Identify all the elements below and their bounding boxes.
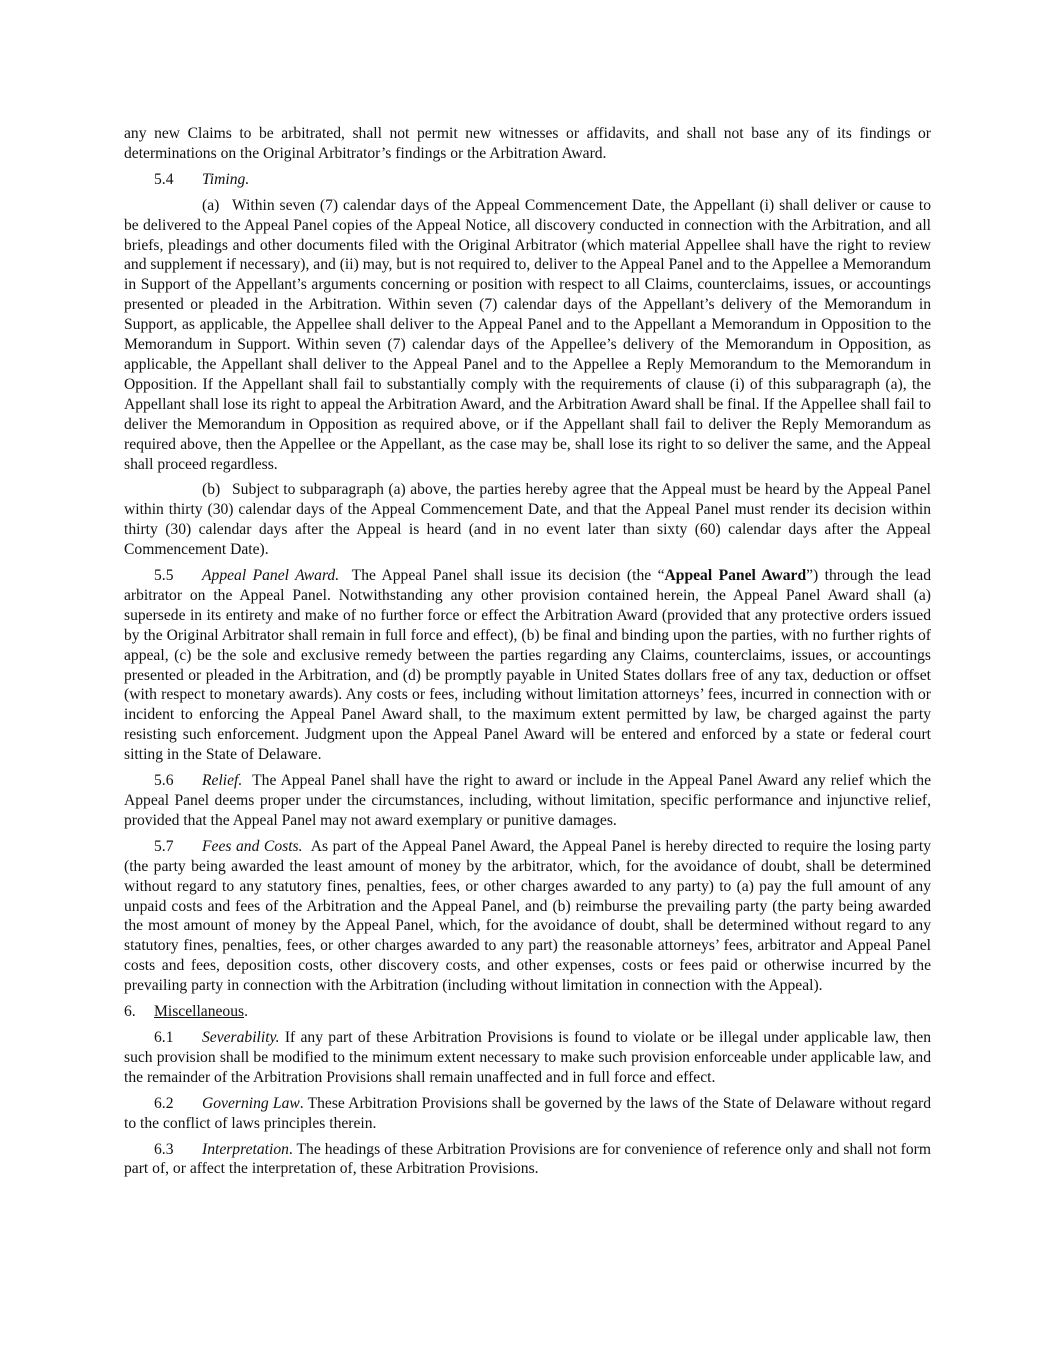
subparagraph-5-4-b <box>124 480 931 560</box>
section-heading: Timing. <box>202 170 250 188</box>
section-5-6 <box>124 771 931 831</box>
section-number: 6.2 <box>154 1094 174 1112</box>
section-number: 5.7 <box>154 837 174 855</box>
section-heading: Governing Law <box>202 1094 300 1112</box>
section-6-3 <box>124 1140 931 1180</box>
subparagraph-text: Within seven (7) calendar days of the Appeal Commencement Date, the Appellant (i) shall deliver or cause to be delivered to the Appeal Panel copies of the Appeal Notice, all discovery conducted in connection with the Arbitration, and all briefs, pleadings and other documents filed with the Original Arbitrator (which material Appellee shall have the right to review and supplement if necessary), and (ii) may, but is not required to, deliver to the Appeal Panel and to the Appellee a Memorandum in Support of the Appellant’s arguments concerning or position with respect to all Claims, counterclaims, issues, or accountings presented or pleaded in the Arbitration. Within seven (7) calendar days of the Appellant’s delivery of the Memorandum in Support, as applicable, the Appellee shall deliver to the Appeal Panel and to the Appellant a Memorandum in Opposition to the Memorandum in Support. Within seven (7) calendar days of the Appellee’s delivery of the Memorandum in Opposition, as applicable, the Appellant shall deliver to the Appeal Panel and to the Appellee a Reply Memorandum to the Memorandum in Opposition. If the Appellant shall fail to substantially comply with the requirements of clause (i) of this subparagraph (a), the Appellant shall lose its right to appeal the Arbitration Award, and the Arbitration Award shall be final. If the Appellee shall fail to deliver the Memorandum in Opposition as required above, or if the Appellant shall fail to deliver the Reply Memorandum as required above, then the Appellee or the Appellant, as the case may be, shall lose its right to so deliver the same, and the Appeal shall proceed regardless. <box>124 196 931 473</box>
section-text: If any part of these Arbitration Provisions is found to violate or be illegal under applicable law, then such provision shall be modified to the minimum extent necessary to make such provision enforceable under applicable law, and the remainder of the Arbitration Provisions shall remain unaffected and in full force and effect. <box>124 1028 932 1086</box>
subparagraph-5-4-a <box>124 196 931 475</box>
section-text: The Appeal Panel shall have the right to award or include in the Appeal Panel Award any relief which the Appeal Panel deems proper under the circumstances, including, without limitation, specific performance and injunctive relief, provided that the Appeal Panel may not award exemplary or punitive damages. <box>124 772 931 829</box>
section-6 <box>124 1002 931 1022</box>
section-text-after: ”) through the lead arbitrator on the Appeal Panel. Notwithstanding any other provision contained herein, the Appeal Panel Award shall (a) supersede in its entirety and make of no further force or effect the Arbitration Award (provided that any protective orders issued by the Original Arbitrator shall remain in full force and effect), (b) be final and binding upon the parties, with no further rights of appeal, (c) be the sole and exclusive remedy between the parties regarding any Claims, counterclaims, issues, or accountings presented or pleaded in the Arbitration, and (d) be promptly payable in United States dollars free of any tax, deduction or offset (with respect to monetary awards). Any costs or fees, including without limitation attorneys’ fees, incurred in connection with or incident to enforcing the Appeal Panel Award shall, to the maximum extent permitted by law, be charged against the party resisting such enforcement. Judgment upon the Appeal Panel Award will be entered and enforced by a state or federal court sitting in the State of Delaware. <box>124 567 932 764</box>
section-number: 6. <box>124 1003 136 1021</box>
section-number: 5.6 <box>154 772 174 790</box>
section-heading: Fees and Costs. <box>202 837 303 855</box>
section-text: As part of the Appeal Panel Award, the Appeal Panel is hereby directed to require the losing party (the party being awarded the least amount of money by the arbitrator, which, for the avoidance of doubt, shall be determined without regard to any statutory fines, penalties, fees, or other charges awarded to any party) to (a) pay the full amount of any unpaid costs and fees of the Arbitration and the Appeal Panel, and (b) reimburse the prevailing party (the party being awarded the most amount of money by the Appeal Panel, which, for the avoidance of doubt, shall be determined without regard to any statutory fines, penalties, fees, or other charges awarded to any part) the reasonable attorneys’ fees, arbitrator and Appeal Panel costs and fees, deposition costs, other discovery costs, and other expenses, costs or fees paid or otherwise incurred by the prevailing party in connection with the Arbitration (including without limitation in connection with the Appeal). <box>124 837 931 995</box>
subparagraph-label: (b) <box>202 481 221 499</box>
section-number: 6.3 <box>154 1140 174 1158</box>
section-5-7 <box>124 837 931 996</box>
section-5-4 <box>124 170 931 190</box>
section-heading: Relief. <box>202 772 243 790</box>
document-page <box>124 124 931 1185</box>
section-heading: Appeal Panel Award. <box>202 567 340 585</box>
section-6-1 <box>124 1028 931 1088</box>
section-text-before: The Appeal Panel shall issue its decision (the “ <box>351 567 665 585</box>
section-number: 6.1 <box>154 1028 174 1046</box>
section-heading-period: . <box>244 1003 248 1021</box>
defined-term: Appeal Panel Award <box>664 567 807 585</box>
section-heading: Interpretation <box>202 1140 289 1158</box>
section-number: 5.5 <box>154 567 174 585</box>
subparagraph-label: (a) <box>202 196 220 214</box>
section-text: . These Arbitration Provisions shall be governed by the laws of the State of Delaware without regard to the conflict of laws principles therein. <box>124 1094 932 1132</box>
section-heading: Miscellaneous <box>154 1003 245 1021</box>
section-number: 5.4 <box>154 170 174 188</box>
section-heading: Severability. <box>202 1028 280 1046</box>
section-6-2 <box>124 1094 931 1134</box>
section-5-5 <box>124 566 931 765</box>
section-text: . The headings of these Arbitration Provisions are for convenience of reference only and shall not form part of, or affect the interpretation of, these Arbitration Provisions. <box>124 1140 931 1178</box>
subparagraph-text: Subject to subparagraph (a) above, the parties hereby agree that the Appeal must be heard by the Appeal Panel within thirty (30) calendar days of the Appeal Commencement Date, and that the Appeal Panel must render its decision within thirty (30) calendar days after the Appeal is heard (and in no event later than sixty (60) calendar days after the Appeal Commencement Date). <box>124 481 931 559</box>
paragraph-continuation: any new Claims to be arbitrated, shall not permit new witnesses or affidavits, and shall not base any of its findings or determinations on the Original Arbitrator’s findings or the Arbitration Award. <box>124 125 931 162</box>
